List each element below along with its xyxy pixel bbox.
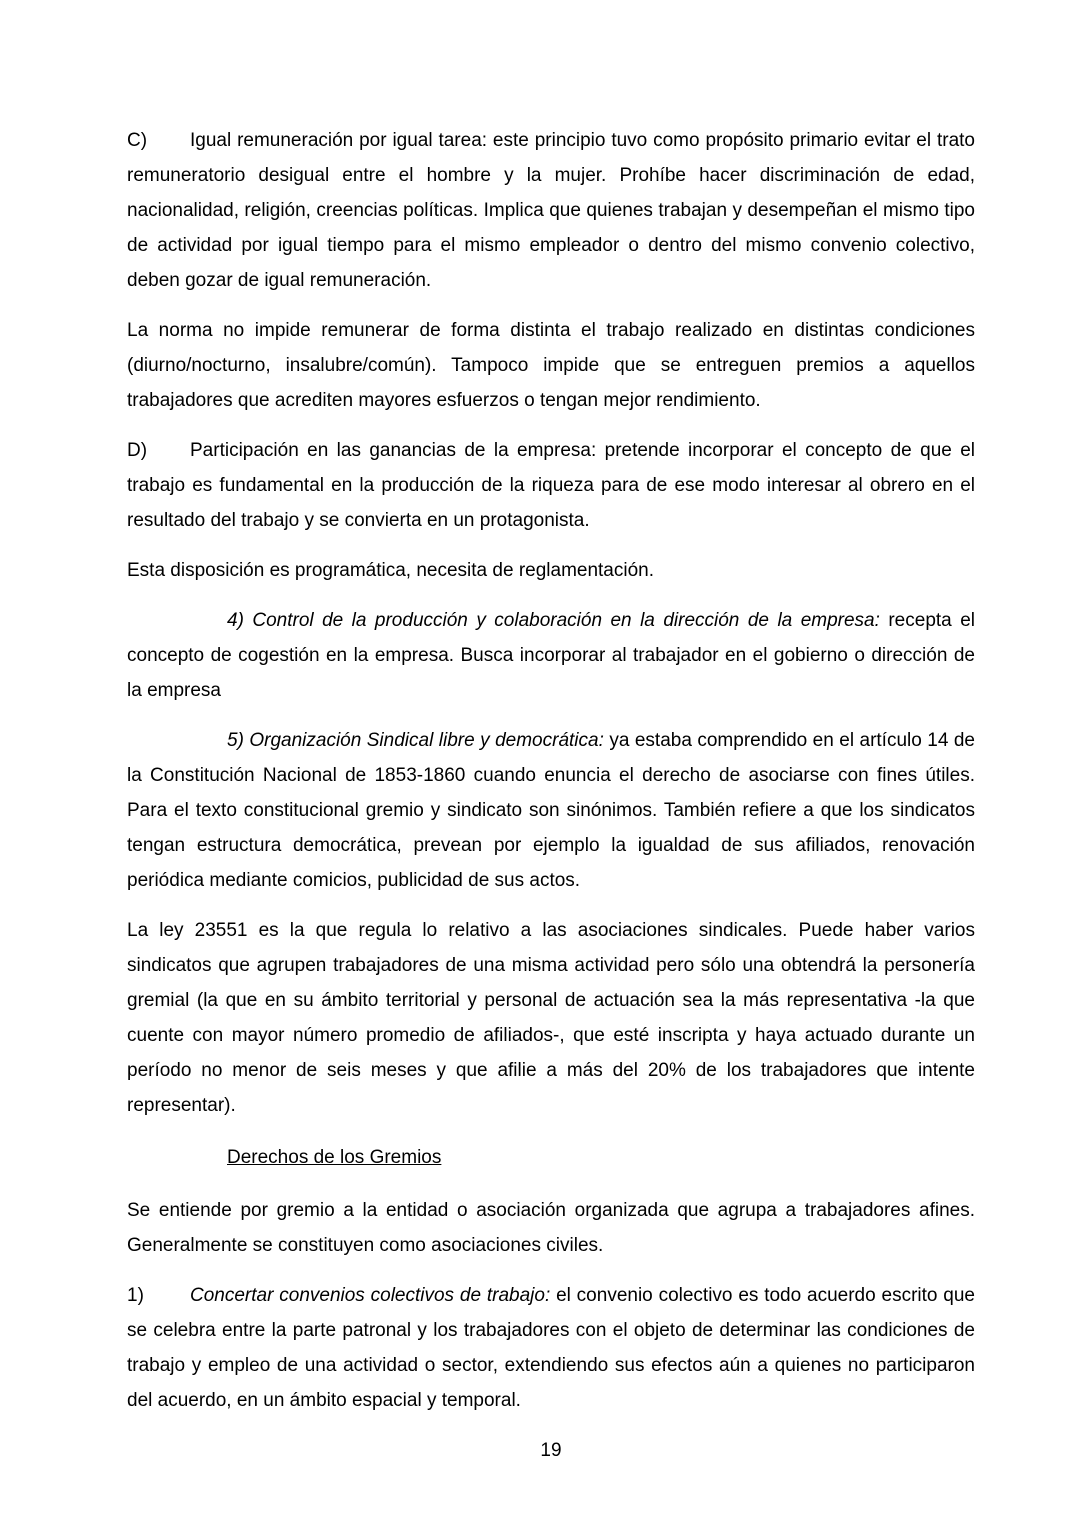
- paragraph: [127, 313, 975, 418]
- document-body: [127, 123, 975, 1418]
- italic-lead: 5) Organización Sindical libre y democrática:: [227, 730, 604, 751]
- paragraph-text: recepta el concepto de cogestión en la empresa. Busca incorporar al trabajador en el gobierno o dirección de la empresa: [127, 610, 975, 701]
- paragraph-text: La norma no impide remunerar de forma distinta el trabajo realizado en distintas condiciones (diurno/nocturno, insalubre/común). Tampoco impide que se entreguen premios a aquellos trabajadores que acrediten mayores esfuerzos o tengan mejor rendimiento.: [127, 320, 975, 411]
- list-label: C): [127, 130, 148, 151]
- paragraph-text: ya estaba comprendido en el artículo 14 de la Constitución Nacional de 1853-1860 cuando enuncia el derecho de asociarse con fines útiles. Para el texto constitucional gremio y sindicato son sinónimos. También refiere a que los sindicatos tengan estructura democrática, prevean por ejemplo la igualdad de sus afiliados, renovación periódica mediante comicios, publicidad de sus actos.: [127, 730, 975, 891]
- paragraph-text: Se entiende por gremio a la entidad o asociación organizada que agrupa a trabajadores afines. Generalmente se constituyen como asociaciones civiles.: [127, 1200, 975, 1256]
- list-label: 1): [127, 1285, 144, 1306]
- page-number: 19: [540, 1440, 562, 1461]
- paragraph-text: Participación en las ganancias de la empresa: pretende incorporar el concepto de que el trabajo es fundamental en la producción de la riqueza para de ese modo interesar al obrero en el resultado del trabajo y se convierta en un protagonista.: [127, 440, 975, 531]
- paragraph: [127, 913, 975, 1123]
- paragraph: [127, 603, 975, 708]
- paragraph: [127, 1193, 975, 1263]
- list-label: D): [127, 440, 148, 461]
- section-heading: [227, 1140, 975, 1175]
- paragraph-text: Esta disposición es programática, necesita de reglamentación.: [127, 560, 655, 581]
- paragraph-text: Igual remuneración por igual tarea: este principio tuvo como propósito primario evitar el trato remuneratorio desigual entre el hombre y la mujer. Prohíbe hacer discriminación de edad, nacionalidad, religión, creencias políticas. Implica que quienes trabajan y desempeñan el mismo tipo de actividad por igual tiempo para el mismo empleador o dentro del mismo convenio colectivo, deben gozar de igual remuneración.: [127, 130, 975, 291]
- paragraph: [127, 1278, 975, 1418]
- paragraph: [127, 123, 975, 298]
- italic-lead: 4) Control de la producción y colaboración en la dirección de la empresa:: [227, 610, 880, 631]
- paragraph-text: La ley 23551 es la que regula lo relativo a las asociaciones sindicales. Puede haber varios sindicatos que agrupen trabajadores de una misma actividad pero sólo una obtendrá la personería gremial (la que en su ámbito territorial y personal de actuación sea la más representativa -la que cuente con mayor número promedio de afiliados-, que esté inscripta y haya actuado durante un período no menor de seis meses y que afilie a más del 20% de los trabajadores que intente representar).: [127, 920, 975, 1116]
- paragraph: [127, 553, 975, 588]
- paragraph: [127, 433, 975, 538]
- paragraph: [127, 723, 975, 898]
- paragraph-text: el convenio colectivo es todo acuerdo escrito que se celebra entre la parte patronal y los trabajadores con el objeto de determinar las condiciones de trabajo y empleo de una actividad o sector, extendiendo sus efectos aún a quienes no participaron del acuerdo, en un ámbito espacial y temporal.: [127, 1285, 975, 1411]
- italic-lead: Concertar convenios colectivos de trabajo:: [190, 1285, 551, 1306]
- section-heading-text: Derechos de los Gremios: [227, 1147, 442, 1168]
